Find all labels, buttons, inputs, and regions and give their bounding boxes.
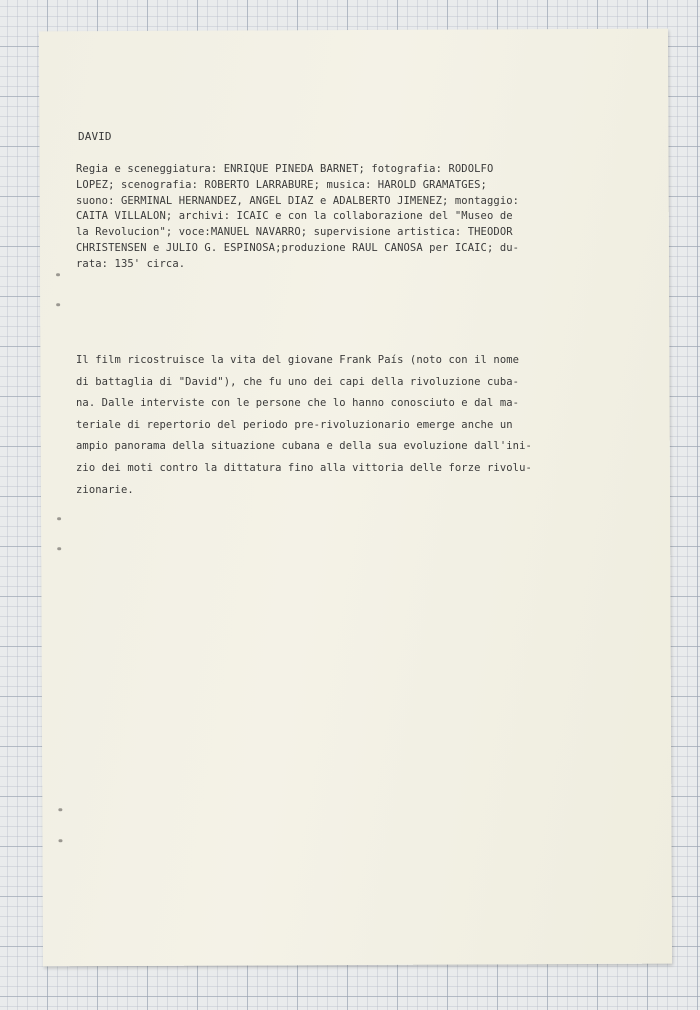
punch-hole-mark — [58, 839, 62, 842]
synopsis-line: zio dei moti contro la dittatura fino alla vittoria delle forze rivolu- — [76, 461, 532, 474]
punch-hole-mark — [56, 303, 60, 306]
synopsis-paragraph — [76, 350, 532, 501]
synopsis-line: teriale di repertorio del periodo pre-rivoluzionario emerge anche un — [76, 418, 513, 431]
credits-line: CHRISTENSEN e JULIO G. ESPINOSA;produzione RAUL CANOSA per ICAIC; du- — [76, 241, 520, 254]
document-title: DAVID — [78, 130, 112, 143]
punch-hole-mark — [56, 273, 60, 276]
synopsis-line: Il film ricostruisce la vita del giovane Frank País (noto con il nome — [76, 354, 520, 366]
credits-line: rata: 135' circa. — [76, 257, 186, 270]
credits-paragraph — [76, 162, 519, 273]
credits-line: la Revolucion"; voce:MANUEL NAVARRO; supervisione artistica: THEODOR — [76, 226, 513, 239]
credits-line: CAITA VILLALON; archivi: ICAIC e con la collaborazione del "Museo de — [76, 210, 513, 223]
synopsis-line: di battaglia di "David"), che fu uno dei capi della rivoluzione cuba- — [76, 375, 520, 388]
synopsis-line: zionarie. — [76, 483, 134, 496]
synopsis-line: na. Dalle interviste con le persone che lo hanno conosciuto e dal ma- — [76, 397, 520, 410]
credits-line: suono: GERMINAL HERNANDEZ, ANGEL DIAZ e ADALBERTO JIMENEZ; montaggio: — [76, 194, 520, 207]
punch-hole-mark — [57, 547, 61, 550]
punch-hole-mark — [57, 517, 61, 520]
punch-hole-mark — [58, 808, 62, 811]
synopsis-line: ampio panorama della situazione cubana e della sua evoluzione dall'ini- — [76, 440, 532, 453]
credits-line: LOPEZ; scenografia: ROBERTO LARRABURE; musica: HAROLD GRAMATGES; — [76, 178, 487, 191]
credits-line: Regia e sceneggiatura: ENRIQUE PINEDA BARNET; fotografia: RODOLFO — [76, 163, 494, 175]
